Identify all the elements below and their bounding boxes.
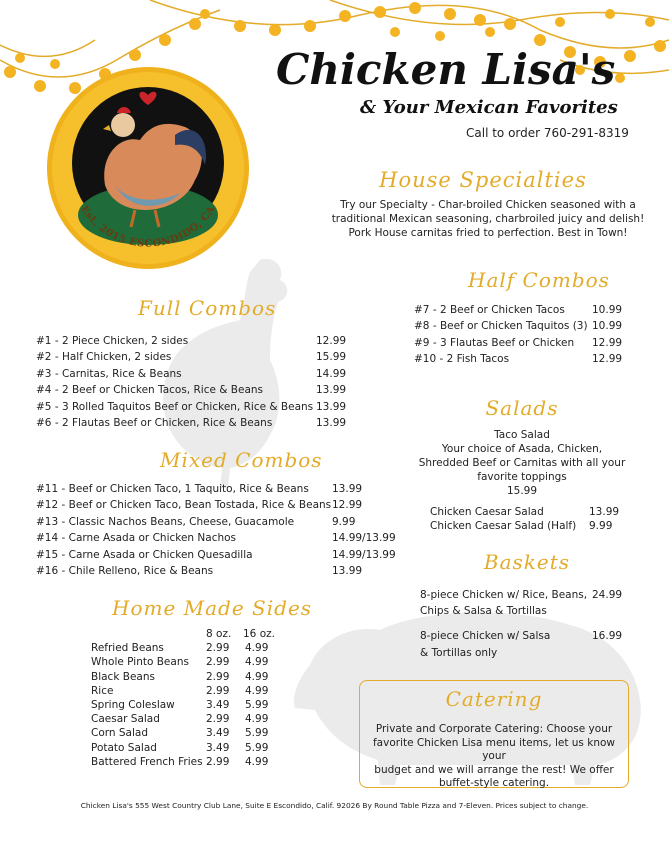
house-specialties-line: traditional Mexican seasoning, charbroiled juicy and delish!	[331, 213, 645, 225]
basket-item	[420, 628, 630, 662]
side-name: Black Beans	[91, 670, 155, 683]
menu-item-price: 13.99	[589, 506, 620, 518]
menu-item-price: 10.99	[592, 304, 623, 316]
side-name: Battered French Fries	[91, 755, 203, 768]
menu-row	[430, 519, 630, 533]
menu-item-name: #3 - Carnitas, Rice & Beans	[36, 367, 182, 380]
taco-salad-line: Your choice of Asada, Chicken,	[441, 443, 603, 455]
menu-item-name: #5 - 3 Rolled Taquitos Beef or Chicken, Rice & Beans	[36, 400, 314, 413]
menu-item-price: 9.99	[332, 515, 356, 528]
sides-table	[91, 627, 291, 769]
basket-price: 16.99	[592, 630, 623, 642]
sides-row	[91, 670, 291, 684]
house-specialties-title: House Specialties	[379, 168, 587, 192]
basket-item	[420, 587, 630, 619]
menu-item-name: #9 - 3 Flautas Beef or Chicken	[414, 336, 575, 349]
side-price-8oz: 2.99	[206, 642, 230, 655]
sides-header-row	[91, 627, 291, 641]
menu-item-name: #12 - Beef or Chicken Taco, Bean Tostada, Rice & Beans	[36, 499, 332, 512]
menu-item-name: #10 - 2 Fish Tacos	[414, 353, 510, 366]
menu-item-price: 13.99	[316, 384, 347, 397]
taco-salad-price: 15.99	[506, 485, 538, 497]
basket-line: Chips & Salsa & Tortillas	[420, 605, 547, 617]
sides-row	[91, 641, 291, 655]
full-combos-title: Full Combos	[138, 296, 277, 320]
side-price-8oz: 3.49	[206, 741, 230, 754]
menu-item-price: 13.99	[316, 400, 347, 413]
side-price-8oz: 3.49	[206, 727, 230, 740]
taco-salad-line: favorite toppings	[477, 471, 567, 483]
menu-row	[36, 530, 406, 546]
menu-item-price: 10.99	[592, 320, 623, 333]
taco-salad-line: Shredded Beef or Carnitas with all your	[418, 457, 626, 469]
sides-title: Home Made Sides	[112, 596, 313, 620]
menu-row	[414, 302, 636, 318]
full-combos-list	[36, 333, 356, 431]
menu-item-price: 15.99	[316, 351, 347, 364]
side-price-16oz: 4.99	[245, 684, 269, 697]
side-name: Corn Salad	[91, 727, 148, 740]
tagline: & Your Mexican Favorites	[360, 97, 618, 118]
menu-item-price: 12.99	[592, 336, 623, 349]
menu-item-name: #13 - Classic Nachos Beans, Cheese, Guacamole	[36, 515, 295, 528]
side-price-8oz: 2.99	[206, 755, 230, 768]
taco-salad-block	[410, 428, 634, 498]
menu-item-price: 14.99	[316, 367, 347, 380]
menu-row	[36, 382, 356, 398]
sides-row	[91, 755, 291, 769]
phone-number: Call to order 760-291-8319	[466, 126, 629, 140]
menu-row	[36, 514, 406, 530]
catering-box	[359, 680, 629, 788]
menu-item-name: #14 - Carne Asada or Chicken Nachos	[36, 532, 237, 545]
side-name: Refried Beans	[91, 642, 164, 655]
menu-item-name: #8 - Beef or Chicken Taquitos (3)	[414, 320, 588, 333]
side-name: Rice	[91, 684, 114, 697]
sides-row	[91, 712, 291, 726]
side-name: Caesar Salad	[91, 713, 160, 726]
catering-line: budget and we will arrange the rest! We offer	[374, 763, 614, 776]
side-price-16oz: 5.99	[245, 698, 269, 711]
menu-row	[414, 335, 636, 351]
catering-line: Private and Corporate Catering: Choose your	[375, 723, 613, 735]
salads-list	[430, 505, 630, 533]
menu-row	[36, 366, 356, 382]
menu-item-name: #2 - Half Chicken, 2 sides	[36, 351, 172, 364]
side-price-16oz: 5.99	[245, 727, 269, 740]
catering-title: Catering	[445, 687, 543, 711]
half-combos-title: Half Combos	[468, 268, 610, 292]
side-price-16oz: 4.99	[245, 670, 269, 683]
menu-row	[36, 333, 356, 349]
footer-address: Chicken Lisa's 555 West Country Club Lane, Suite E Escondido, Calif. 92026 By Round Table Pizza and 7-Eleven. Prices subject to change.	[80, 801, 589, 810]
basket-line: 8-piece Chicken w/ Salsa	[420, 630, 551, 642]
menu-item-price: 14.99/13.99	[332, 548, 396, 561]
menu-row	[36, 415, 356, 431]
sides-row	[91, 684, 291, 698]
menu-row	[36, 563, 406, 579]
menu-item-name: #7 - 2 Beef or Chicken Tacos	[414, 304, 565, 316]
basket-line: & Tortillas only	[420, 647, 498, 659]
basket-line: 8-piece Chicken w/ Rice, Beans,	[420, 589, 588, 601]
side-price-16oz: 4.99	[245, 656, 269, 669]
menu-item-name: #4 - 2 Beef or Chicken Tacos, Rice & Beans	[36, 384, 264, 397]
menu-row	[36, 497, 406, 513]
side-price-8oz: 2.99	[206, 670, 230, 683]
sides-row	[91, 655, 291, 669]
restaurant-name: Chicken Lisa's	[276, 45, 616, 94]
menu-item-name: #15 - Carne Asada or Chicken Quesadilla	[36, 548, 253, 561]
menu-item-name: Chicken Caesar Salad (Half)	[430, 520, 577, 532]
side-name: Potato Salad	[91, 741, 157, 754]
menu-item-name: #16 - Chile Relleno, Rice & Beans	[36, 564, 214, 577]
menu-row	[414, 318, 636, 334]
house-specialties-line: Pork House carnitas fried to perfection. Best in Town!	[348, 227, 628, 239]
side-price-8oz: 2.99	[206, 713, 230, 726]
menu-row	[414, 351, 636, 367]
catering-line: buffet-style catering.	[438, 777, 550, 789]
sides-row	[91, 726, 291, 740]
side-price-8oz: 2.99	[206, 684, 230, 697]
menu-item-price: 13.99	[332, 483, 363, 495]
seal-text: Est. 2015 ESCONDIDO, CA	[78, 204, 218, 250]
side-price-16oz: 4.99	[245, 713, 269, 726]
menu-item-price: 12.99	[316, 335, 347, 347]
menu-item-name: #6 - 2 Flautas Beef or Chicken, Rice & Beans	[36, 416, 273, 429]
menu-item-name: #11 - Beef or Chicken Taco, 1 Taquito, Rice & Beans	[36, 483, 309, 495]
side-price-16oz: 4.99	[245, 755, 269, 768]
menu-row	[430, 505, 630, 519]
menu-item-price: 14.99/13.99	[332, 532, 396, 545]
side-price-8oz: 3.49	[206, 698, 230, 711]
side-price-16oz: 4.99	[245, 642, 269, 655]
menu-item-price: 9.99	[589, 520, 613, 532]
menu-item-name: #1 - 2 Piece Chicken, 2 sides	[36, 335, 189, 347]
half-combos-list	[414, 302, 636, 368]
mixed-combos-list	[36, 481, 406, 579]
catering-line: favorite Chicken Lisa menu items, let us know your	[372, 736, 615, 762]
logo-seal	[45, 65, 251, 271]
salads-title: Salads	[485, 396, 559, 420]
menu-item-price: 13.99	[332, 564, 363, 577]
menu-item-price: 12.99	[332, 499, 363, 512]
side-name: Whole Pinto Beans	[91, 656, 189, 669]
taco-salad-line: Taco Salad	[494, 429, 550, 441]
sides-row	[91, 741, 291, 755]
menu-row	[36, 399, 356, 415]
col-16oz-header: 16 oz.	[243, 628, 275, 640]
sides-row	[91, 698, 291, 712]
basket-price: 24.99	[592, 589, 623, 601]
col-8oz-header: 8 oz.	[206, 628, 232, 640]
menu-row	[36, 547, 406, 563]
menu-item-price: 12.99	[592, 353, 623, 366]
house-specialties-text	[318, 198, 658, 240]
menu-item-price: 13.99	[316, 416, 347, 429]
catering-text	[364, 723, 624, 791]
menu-item-name: Chicken Caesar Salad	[430, 506, 544, 518]
mixed-combos-title: Mixed Combos	[160, 448, 323, 472]
house-specialties-line: Try our Specialty - Char-broiled Chicken seasoned with a	[340, 199, 636, 211]
menu-row	[36, 349, 356, 365]
side-name: Spring Coleslaw	[91, 698, 175, 711]
menu-row	[36, 481, 406, 497]
side-price-16oz: 5.99	[245, 741, 269, 754]
side-price-8oz: 2.99	[206, 656, 230, 669]
baskets-title: Baskets	[483, 550, 571, 574]
